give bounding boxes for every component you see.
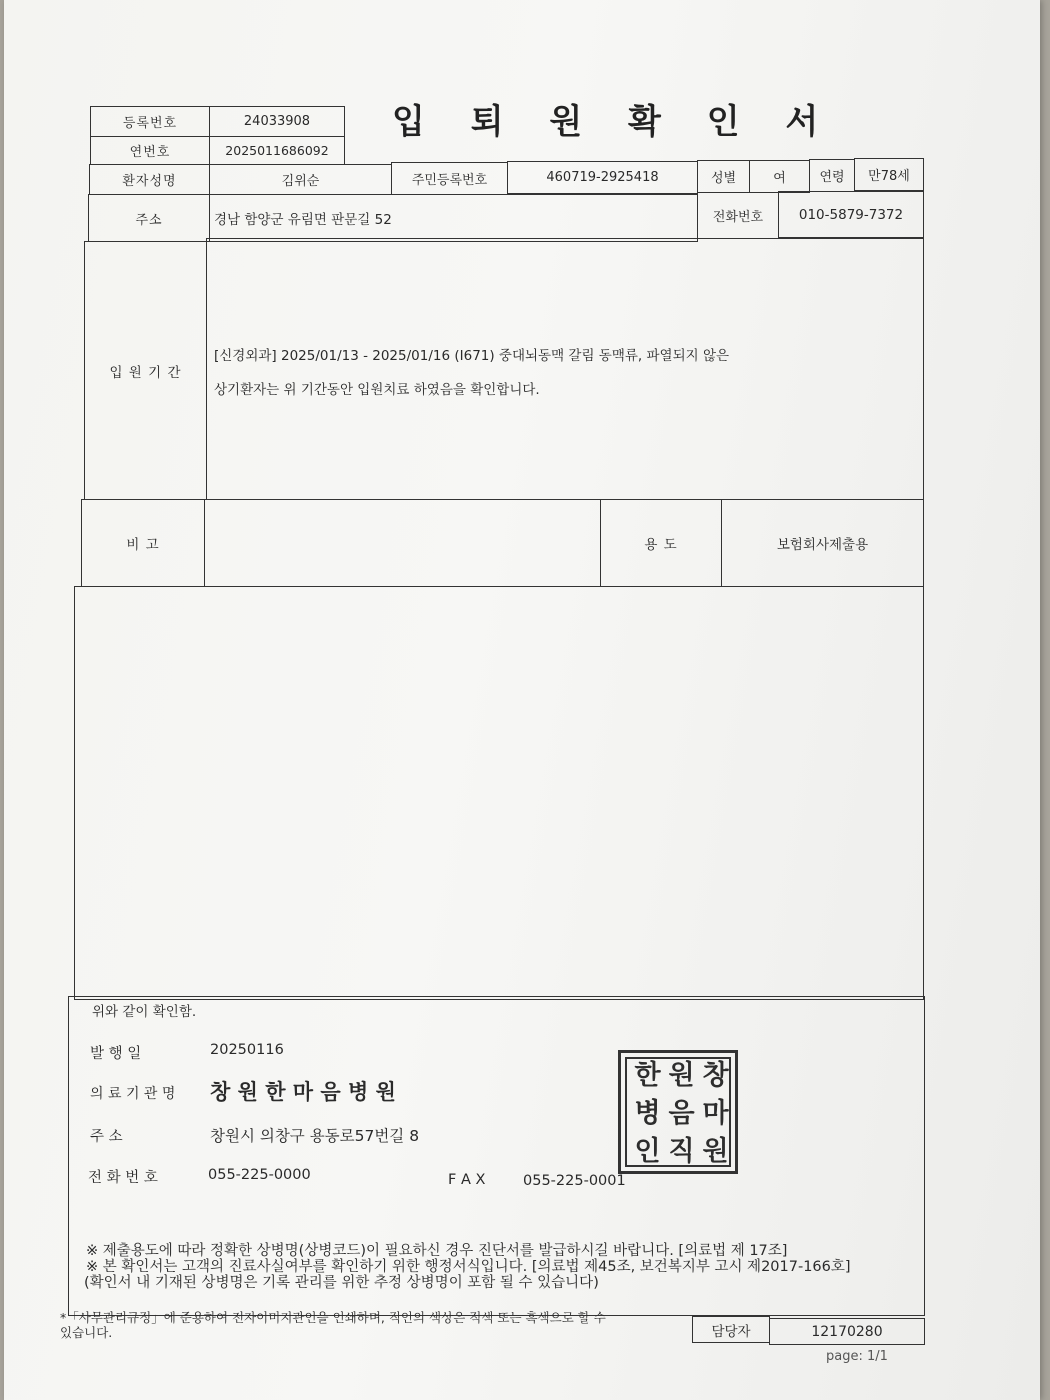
period-box	[206, 238, 924, 500]
serial-label: 연번호	[90, 136, 210, 165]
sex-label: 성별	[697, 160, 750, 193]
seal-char-3: 한	[634, 1060, 661, 1091]
footer-line-2: 있습니다.	[60, 1325, 113, 1340]
patient-label: 환자성명	[89, 164, 210, 195]
issue-date-label: 발 행 일	[90, 1046, 142, 1062]
address-label-issuer: 주 소	[90, 1129, 123, 1145]
document-page	[4, 0, 1040, 1400]
clerk-value: 12170280	[769, 1318, 925, 1345]
age-value: 만78세	[854, 158, 924, 191]
phone-label: 전화번호	[697, 192, 779, 239]
hospital-seal	[618, 1050, 738, 1174]
period-label: 입 원 기 간	[84, 241, 207, 500]
seal-char-7: 원	[702, 1136, 729, 1167]
seal-char-5: 음	[668, 1098, 695, 1129]
phone-value: 010-5879-7372	[778, 191, 924, 238]
issue-date-value: 20250116	[210, 1042, 284, 1058]
seal-char-8: 직	[668, 1136, 695, 1167]
address-value-issuer: 창원시 의창구 용동로57번길 8	[210, 1127, 420, 1145]
fax-label: F A X	[448, 1172, 486, 1188]
document-title: 입 퇴 원 확 인 서	[392, 102, 836, 142]
seal-char-2: 원	[668, 1060, 695, 1091]
note-1: ※ 제출용도에 따라 정확한 상병명(상병코드)이 필요하신 경우 진단서를 발급하시길 바랍니다. [의료법 제 17조]	[86, 1243, 788, 1259]
purpose-label: 용 도	[600, 499, 722, 587]
remark-label: 비 고	[81, 499, 205, 587]
tel-label: 전 화 번 호	[88, 1170, 158, 1186]
seal-char-6: 병	[634, 1098, 661, 1129]
clerk-label: 담당자	[692, 1316, 770, 1343]
footer-line-1: *「사무관리규정」에 준용하여 전자이미지관인을 인쇄하며, 직인의 색상은 적색 또는 흑색으로 할 수	[60, 1310, 606, 1325]
sex-value: 여	[749, 160, 810, 193]
institution-label: 의 료 기 관 명	[90, 1086, 176, 1102]
empty-body	[74, 586, 924, 1000]
note-3: (확인서 내 기재된 상병명은 기록 관리를 위한 추정 상병명이 포함 될 수 있습니다)	[84, 1275, 599, 1291]
period-line-2: 상기환자는 위 기간동안 입원치료 하였음을 확인합니다.	[214, 382, 540, 398]
serial-value: 2025011686092	[209, 136, 345, 165]
age-label: 연령	[809, 159, 855, 192]
reg-no-value: 24033908	[209, 106, 345, 137]
confirm-text: 위와 같이 확인함.	[92, 1004, 197, 1020]
institution-name: 창 원 한 마 음 병 원	[210, 1080, 396, 1104]
page-number: page: 1/1	[826, 1349, 888, 1364]
fax-value: 055-225-0001	[523, 1173, 626, 1189]
tel-value: 055-225-0000	[208, 1167, 311, 1183]
patient-name: 김위순	[209, 164, 392, 195]
period-line-1: [신경외과] 2025/01/13 - 2025/01/16 (I671) 중대뇌동맥 갈림 동맥류, 파열되지 않은	[214, 348, 730, 364]
seal-char-9: 인	[634, 1136, 661, 1167]
address-value: 경남 함양군 유림면 판문길 52	[209, 194, 698, 242]
rrn-value: 460719-2925418	[507, 161, 698, 194]
reg-no-label: 등록번호	[90, 106, 210, 137]
seal-char-1: 창	[702, 1060, 729, 1091]
rrn-label: 주민등록번호	[391, 162, 508, 195]
purpose-value: 보험회사제출용	[721, 499, 924, 587]
seal-char-4: 마	[702, 1098, 729, 1129]
address-label: 주소	[88, 194, 210, 242]
note-2: ※ 본 확인서는 고객의 진료사실여부를 확인하기 위한 행정서식입니다. [의료법 제45조, 보건복지부 고시 제2017-166호]	[86, 1259, 851, 1275]
remark-value	[204, 499, 601, 587]
